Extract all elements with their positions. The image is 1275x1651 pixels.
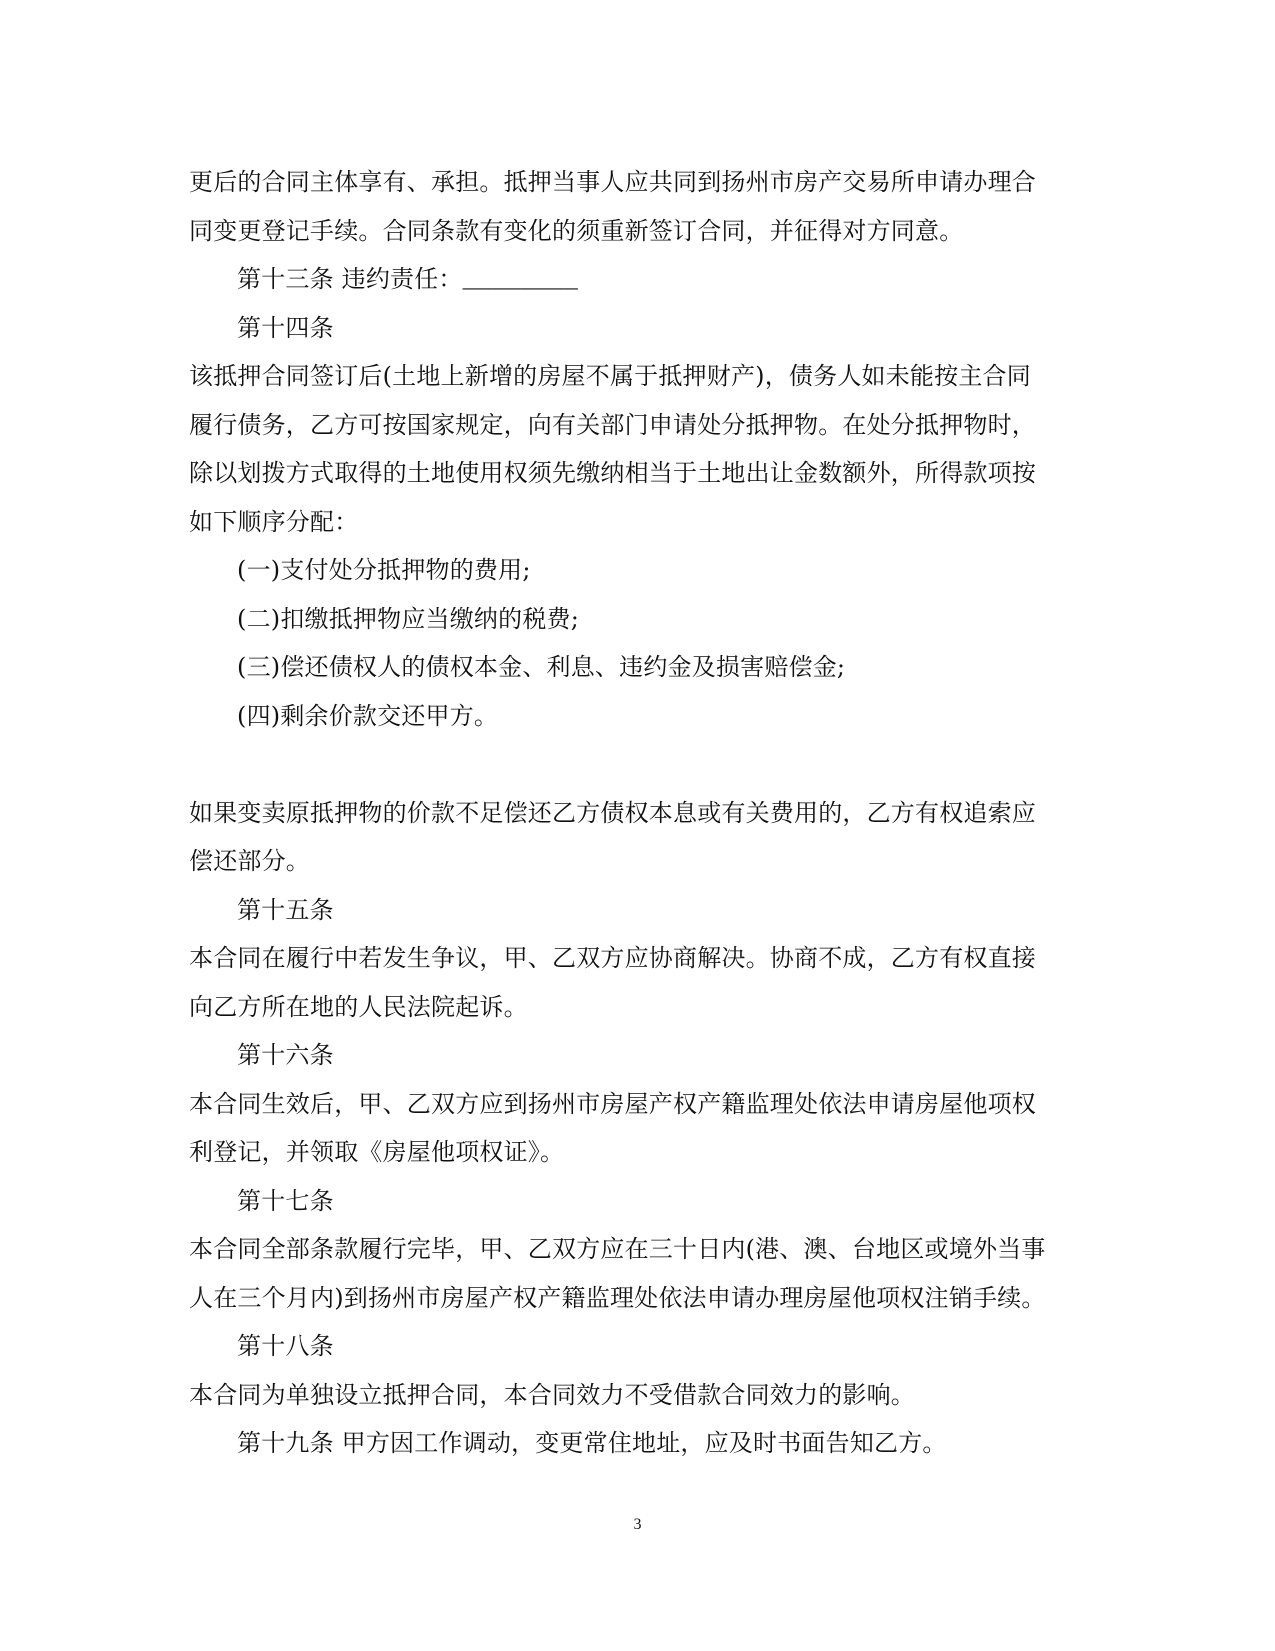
article-heading: 第十七条 [237,1186,334,1215]
text-line: 如果变卖原抵押物的价款不足偿还乙方债权本息或有关费用的，乙方有权追索应 [189,798,1036,827]
text-line: 向乙方所在地的人民法院起诉。 [189,992,528,1021]
text-line: 除以划拨方式取得的土地使用权须先缴纳相当于土地出让金数额外，所得款项按 [189,459,1036,487]
text-line: 第十九条 甲方因工作调动，变更常住地址，应及时书面告知乙方。 [237,1429,947,1457]
list-item: (一)支付处分抵押物的费用; [237,556,531,584]
list-item: (四)剩余价款交还甲方。 [237,701,499,730]
list-item: (二)扣缴抵押物应当缴纳的税费; [237,604,580,633]
document-body [189,158,1079,1468]
text-line: 履行债务，乙方可按国家规定，向有关部门申请处分抵押物。在处分抵押物时， [189,410,1036,439]
article-heading: 第十四条 [237,313,334,342]
list-item: (三)偿还债权人的债权本金、利息、违约金及损害赔偿金; [237,653,846,681]
text-line: 本合同生效后，甲、乙双方应到扬州市房屋产权产籍监理处依法申请房屋他项权 [189,1089,1036,1118]
article-heading: 第十六条 [237,1041,334,1069]
text-line: 如下顺序分配： [189,507,359,536]
text-line: 更后的合同主体享有、承担。抵押当事人应共同到扬州市房产交易所申请办理合 [189,168,1036,196]
text-line: 本合同全部条款履行完毕，甲、乙双方应在三十日内(港、澳、台地区或境外当事 [189,1235,1046,1263]
paragraph-gap [189,740,1079,789]
text-line: 人在三个月内)到扬州市房屋产权产籍监理处依法申请办理房屋他项权注销手续。 [189,1283,1046,1312]
text-line: 同变更登记手续。合同条款有变化的须重新签订合同，并征得对方同意。 [189,216,964,245]
blank-field: ________ [462,268,578,295]
text-line: 利登记，并领取《房屋他项权证》。 [189,1138,565,1166]
article-13-line [189,255,1079,304]
text-line: 偿还部分。 [189,847,310,875]
text-line: 该抵押合同签订后(土地上新增的房屋不属于抵押财产)，债务人如未能按主合同 [189,362,1031,390]
text-line: 本合同为单独设立抵押合同，本合同效力不受借款合同效力的影响。 [189,1380,915,1409]
text-line: 本合同在履行中若发生争议，甲、乙双方应协商解决。协商不成，乙方有权直接 [189,944,1036,972]
article-heading: 第十五条 [237,895,334,924]
page-number: 3 [633,1516,642,1533]
article-heading: 第十八条 [237,1332,334,1360]
article-13-text: 第十三条 违约责任： [237,265,463,293]
